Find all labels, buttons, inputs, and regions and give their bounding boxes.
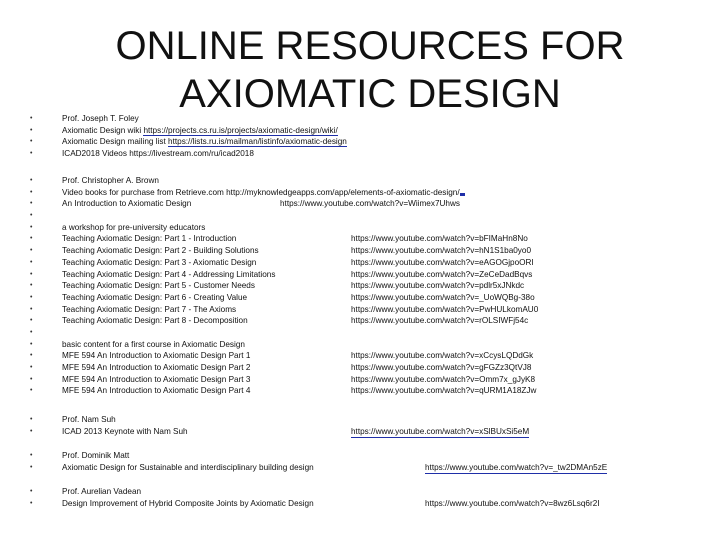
item-label: Axiomatic Design wiki	[62, 125, 144, 135]
bullet-icon: •	[30, 293, 33, 301]
bullet-icon: •	[30, 427, 33, 435]
resource-link[interactable]: https://lists.ru.is/mailman/listinfo/axiomatic-design	[168, 137, 347, 147]
item-label: Design Improvement of Hybrid Composite Joints by Axiomatic Design	[62, 498, 314, 508]
bullet-icon: •	[30, 364, 33, 371]
item-label: MFE 594 An Introduction to Axiomatic Design Part 3	[62, 374, 251, 384]
list-item-text	[62, 148, 254, 160]
item-label: Teaching Axiomatic Design: Part 5 - Customer Needs	[62, 281, 255, 291]
list-item-text	[62, 187, 465, 199]
video-url[interactable]: https://www.youtube.com/watch?v=8wz6Lsq6r2I	[425, 498, 600, 508]
list-item-text	[62, 175, 159, 187]
video-url[interactable]: https://www.youtube.com/watch?v=xSlBUxSi5eM	[351, 426, 529, 439]
list-item-text	[62, 113, 139, 125]
list-item	[30, 426, 710, 438]
video-url[interactable]: https://www.youtube.com/watch?v=eAGOGjpoORI	[351, 257, 534, 267]
list-item	[30, 486, 710, 498]
item-label: basic content for a first course in Axiomatic Design	[62, 339, 245, 349]
video-url[interactable]: https://www.youtube.com/watch?v=ZeCeDadBqvs	[351, 269, 533, 279]
list-item-text	[62, 315, 248, 327]
item-label: Teaching Axiomatic Design: Part 3 - Axiomatic Design	[62, 257, 257, 267]
bullet-icon: •	[30, 212, 33, 220]
bullet-icon: •	[30, 499, 33, 507]
item-label: Teaching Axiomatic Design: Part 8 - Decomposition	[62, 316, 248, 326]
list-item	[30, 292, 710, 304]
item-label: Teaching Axiomatic Design: Part 7 - The Axioms	[62, 304, 237, 314]
list-item	[30, 315, 710, 327]
item-label: MFE 594 An Introduction to Axiomatic Design Part 1	[62, 351, 251, 361]
item-label: Teaching Axiomatic Design: Part 1 - Introduction	[62, 234, 237, 244]
video-url[interactable]: https://www.youtube.com/watch?v=xCcysLQDdGk	[351, 351, 534, 361]
list-item-text	[62, 198, 191, 210]
list-item-text	[62, 222, 205, 234]
list-item	[30, 414, 710, 426]
list-item-text	[62, 257, 256, 269]
bullet-icon: •	[30, 223, 33, 231]
list-item	[30, 385, 710, 397]
item-label: Prof. Aurelian Vadean	[62, 487, 142, 496]
list-item	[30, 148, 710, 160]
bullet-icon: •	[30, 375, 33, 383]
list-item-text	[62, 385, 250, 397]
bullet-icon: •	[30, 452, 33, 459]
video-url[interactable]: https://www.youtube.com/watch?v=Omm7x_gJyK8	[351, 374, 536, 384]
resource-section	[30, 175, 710, 397]
item-label: Teaching Axiomatic Design: Part 2 - Building Solutions	[62, 246, 259, 256]
bullet-icon: •	[30, 305, 33, 313]
list-item	[30, 450, 710, 462]
list-item	[30, 280, 710, 292]
title-text: ONLINE RESOURCES FOR AXIOMATIC DESIGN	[115, 24, 625, 116]
bullet-icon: •	[30, 115, 33, 122]
list-item-text	[62, 498, 314, 510]
item-label: Prof. Nam Suh	[62, 415, 116, 424]
list-item	[30, 327, 710, 339]
item-label: a workshop for pre-university educators	[62, 222, 206, 232]
list-item	[30, 498, 710, 510]
list-item-text	[62, 292, 247, 304]
text-cursor-mark	[460, 193, 465, 196]
list-item	[30, 362, 710, 374]
item-label: MFE 594 An Introduction to Axiomatic Design Part 4	[62, 386, 251, 396]
video-url[interactable]: https://www.youtube.com/watch?v=bFIMaHn8No	[351, 234, 528, 244]
list-item	[30, 339, 710, 351]
list-item	[30, 113, 710, 125]
resource-section	[30, 450, 710, 473]
list-item	[30, 374, 710, 386]
video-url[interactable]: https://www.youtube.com/watch?v=_UoWQBg-38o	[351, 292, 535, 302]
list-item-text	[62, 233, 236, 245]
list-item	[30, 136, 710, 148]
list-item	[30, 350, 710, 362]
list-item	[30, 210, 710, 222]
item-label: Prof. Christopher A. Brown	[62, 176, 159, 185]
list-item-text	[62, 280, 255, 292]
video-url[interactable]: https://www.youtube.com/watch?v=pdlr5xJNkdc	[351, 281, 525, 291]
list-item-text	[62, 245, 259, 257]
list-item-text	[62, 414, 116, 426]
list-item-text	[62, 269, 275, 281]
list-item	[30, 175, 710, 187]
list-item	[30, 198, 710, 210]
bullet-icon: •	[30, 200, 33, 208]
bullet-icon: •	[30, 258, 33, 266]
list-item-text	[62, 374, 250, 386]
list-item	[30, 304, 710, 316]
item-label: Axiomatic Design for Sustainable and interdisciplinary building design	[62, 462, 314, 472]
bullet-icon: •	[30, 247, 33, 255]
list-item-text	[62, 486, 141, 498]
list-item	[30, 269, 710, 281]
list-item	[30, 245, 710, 257]
bullet-icon: •	[30, 126, 33, 134]
bullet-icon: •	[30, 340, 33, 348]
list-item	[30, 462, 710, 474]
list-item-text	[62, 339, 245, 351]
item-label: Video books for purchase from Retrieve.com http://myknowledgeapps.com/app/elements-of-axiomatic-design/	[62, 187, 460, 197]
bullet-icon: •	[30, 282, 33, 290]
list-item	[30, 257, 710, 269]
item-label: Prof. Joseph T. Foley	[62, 114, 139, 123]
item-label: Teaching Axiomatic Design: Part 4 - Addressing Limitations	[62, 269, 276, 279]
list-item	[30, 222, 710, 234]
bullet-icon: •	[30, 416, 33, 423]
list-item-text	[62, 362, 250, 374]
list-item-text	[62, 426, 188, 438]
item-label: Axiomatic Design mailing list	[62, 137, 169, 147]
resource-link[interactable]: https://projects.cs.ru.is/projects/axiomatic-design/wiki/	[143, 125, 338, 135]
bullet-icon: •	[30, 150, 33, 158]
bullet-icon: •	[30, 177, 33, 184]
resource-section	[30, 113, 710, 160]
list-item-text	[62, 136, 347, 148]
list-item	[30, 233, 710, 245]
list-item-text	[62, 125, 338, 137]
bullet-icon: •	[30, 328, 33, 336]
item-label: Prof. Dominik Matt	[62, 451, 130, 460]
list-item	[30, 125, 710, 137]
list-item-text	[62, 462, 314, 474]
video-url[interactable]: https://www.youtube.com/watch?v=_tw2DMAn5zE	[425, 462, 607, 475]
video-url[interactable]: https://www.youtube.com/watch?v=Wiimex7Uhws	[280, 199, 460, 209]
page-title	[40, 22, 700, 118]
video-url[interactable]: https://www.youtube.com/watch?v=rOLSIWFj54c	[351, 316, 529, 326]
resource-section	[30, 486, 710, 509]
bullet-icon: •	[30, 463, 33, 471]
bullet-icon: •	[30, 488, 33, 495]
resource-section	[30, 414, 710, 437]
item-label: An Introduction to Axiomatic Design	[62, 199, 192, 209]
list-item-text	[62, 304, 236, 316]
item-label: ICAD 2013 Keynote with Nam Suh	[62, 426, 188, 436]
bullet-icon: •	[30, 235, 33, 243]
bullet-icon: •	[30, 270, 33, 278]
list-item-text	[62, 450, 129, 462]
bullet-icon: •	[30, 138, 33, 146]
item-label: ICAD2018 Videos https://livestream.com/ru/icad2018	[62, 149, 254, 159]
video-url[interactable]: https://www.youtube.com/watch?v=qURM1A18ZJw	[351, 386, 537, 396]
bullet-icon: •	[30, 352, 33, 360]
list-item	[30, 187, 710, 199]
video-url[interactable]: https://www.youtube.com/watch?v=PwHULkomAU0	[351, 304, 539, 314]
bullet-icon: •	[30, 317, 33, 325]
video-url[interactable]: https://www.youtube.com/watch?v=gFGZz3QtVJ8	[351, 363, 532, 372]
list-item-text	[62, 350, 250, 362]
item-label: MFE 594 An Introduction to Axiomatic Design Part 2	[62, 363, 251, 372]
bullet-icon: •	[30, 188, 33, 196]
item-label: Teaching Axiomatic Design: Part 6 - Creating Value	[62, 292, 248, 302]
video-url[interactable]: https://www.youtube.com/watch?v=hN1S1ba0yo0	[351, 246, 532, 256]
bullet-icon: •	[30, 387, 33, 395]
